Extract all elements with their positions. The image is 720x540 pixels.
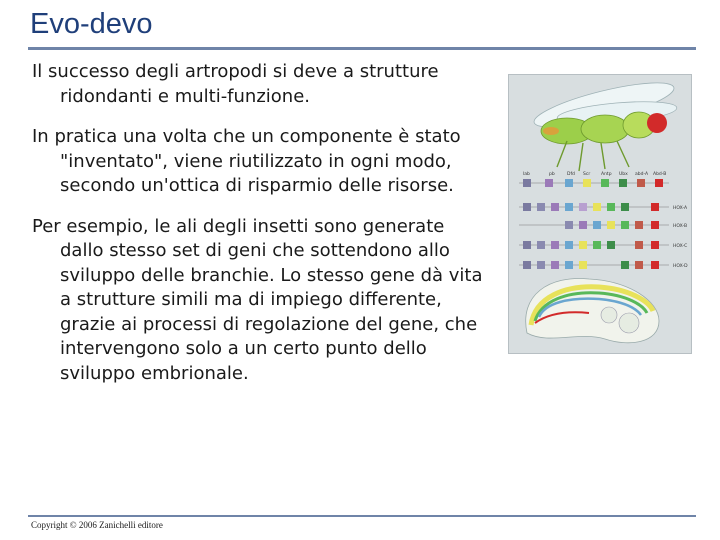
hox-gene-chart [519, 171, 688, 269]
fly-gene-label-dfd: Dfd [567, 172, 575, 177]
fly-gene-label-abda: abd-A [635, 172, 649, 177]
cluster-label-hox-c: HOX-C [673, 244, 688, 249]
paragraph-1: Il successo degli artropodi si deve a strutture ridondanti e multi-funzione. [32, 61, 439, 107]
paragraph-2: In pratica una volta che un componente è stato "inventato", viene riutilizzato in ogni modo, secondo un'ottica di risparmio delle risorse. [32, 126, 461, 196]
embryo-illustration [526, 278, 659, 342]
cluster-label-hox-a: HOX-A [673, 206, 688, 211]
fly-gene-label-pb: pb [549, 172, 555, 177]
cluster-label-hox-b: HOX-B [673, 224, 688, 229]
fly-gene-label-antp: Antp [601, 172, 612, 177]
footer-divider [28, 515, 696, 517]
fly-illustration [531, 75, 678, 171]
fly-eye [647, 113, 667, 133]
fly-gene-label-lab: lab [523, 172, 530, 177]
copyright-notice: Copyright © 2006 Zanichelli editore [31, 520, 163, 530]
fly-gene-label-scr: Scr [583, 172, 591, 177]
slide-body [32, 60, 492, 402]
fly-gene-label-ubx: Ubx [619, 172, 628, 177]
hox-genes-figure [508, 74, 692, 354]
slide-title: Evo-devo [30, 8, 153, 40]
cluster-label-hox-d: HOX-D [673, 264, 688, 269]
title-divider [28, 47, 696, 50]
paragraph-3: Per esempio, le ali degli insetti sono generate dallo stesso set di geni che sottendono allo sviluppo delle branchie. Lo stesso gene dà vita a strutture simili ma di impiego differente, grazie ai processi di regolazione del gene, che intervengono solo a un certo punto dello sviluppo embrionale. [32, 215, 483, 384]
fly-gene-label-abdb: Abd-B [653, 172, 667, 177]
